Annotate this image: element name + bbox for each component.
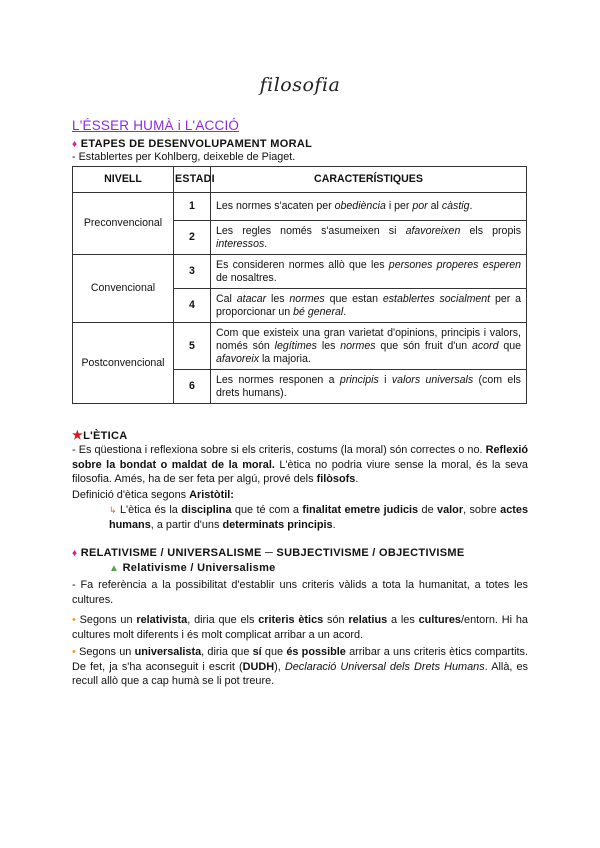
level-convencional: Convencional xyxy=(73,255,174,323)
stage-description: Les normes responen a principis i valors universals (com els drets humans). xyxy=(211,370,527,404)
subsection-label: Relativisme / Universalisme xyxy=(122,562,276,574)
stages-table xyxy=(72,166,527,404)
triangle-icon: ▲ xyxy=(109,563,120,574)
bullet-icon: • xyxy=(72,646,76,658)
section-etapes-title xyxy=(72,138,312,150)
level-preconvencional: Preconvencional xyxy=(73,193,174,255)
bullet-icon: • xyxy=(72,614,76,626)
stage-description: Es consideren normes allò que les persones properes esperen de nosaltres. xyxy=(211,255,527,289)
stage-number: 6 xyxy=(174,370,211,404)
relativista-paragraph: • Segons un relativista, diria que els criteris ètics són relatius a les cultures/entorn. Hi ha cultures molt diferents i és molt complicat arribar a un acord. xyxy=(72,614,528,641)
table-row xyxy=(73,255,527,289)
section-relativisme-title xyxy=(72,547,465,559)
section-etapes-label: ETAPES DE DESENVOLUPAMENT MORAL xyxy=(80,138,313,150)
section-etica-title xyxy=(72,428,128,442)
stage-description: Les regles només s'asumeixen si afavoreixen els propis interessos. xyxy=(211,221,527,255)
stage-number: 3 xyxy=(174,255,211,289)
section-etapes-subtitle: - Establertes per Kohlberg, deixeble de Piaget. xyxy=(72,151,296,163)
section-etica-label: L'ÈTICA xyxy=(83,430,128,442)
stage-number: 2 xyxy=(174,221,211,255)
stage-number: 4 xyxy=(174,289,211,323)
table-header-row xyxy=(73,167,527,193)
header-estadi: ESTADI xyxy=(174,167,211,193)
section-relativisme-label: RELATIVISME / UNIVERSALISME ─ SUBJECTIVISME / OBJECTIVISME xyxy=(80,547,465,559)
header-caracteristiques: CARACTERÍSTIQUES xyxy=(211,167,527,193)
stage-number: 5 xyxy=(174,323,211,370)
etica-definition-quote: ↳ L'ètica és la disciplina que té com a finalitat emetre judicis de valor, sobre actes humans, a partir d'uns determinats principis. xyxy=(109,504,528,531)
etica-paragraph: - Es qüestiona i reflexiona sobre si els criteris, costums (la moral) són correctes o no. Reflexió sobre la bondat o maldat de la moral. L'ètica no podria viure sense la moral, és la seva filosofia. Amés, ha de ser feta per algú, prové dels filòsofs. xyxy=(72,444,528,486)
subsection-title xyxy=(109,562,276,574)
arrow-icon: ↳ xyxy=(109,505,117,515)
stage-description: Com que existeix una gran varietat d'opinions, principis i valors, només són legítimes les normes que són fruit d'un acord que afavoreix la majoria. xyxy=(211,323,527,370)
stage-number: 1 xyxy=(174,193,211,221)
level-postconvencional: Postconvencional xyxy=(73,323,174,404)
star-icon: ★ xyxy=(72,428,84,442)
main-heading: L'ÉSSER HUMÀ i L'ACCIÓ xyxy=(72,118,240,133)
table-row xyxy=(73,323,527,370)
stage-description: Les normes s'acaten per obediència i per por al càstig. xyxy=(211,193,527,221)
universalista-paragraph: • Segons un universalista, diria que sí que és possible arribar a uns criteris ètics compartits. De fet, ja s'ha aconseguit i escrit (DUDH), Declaració Universal dels Drets Humans. Allà, es recull allò que a cap humà se li pot treure. xyxy=(72,646,529,688)
diamond-icon: ♦ xyxy=(72,548,78,559)
relativisme-paragraph: - Fa referència a la possibilitat d'establir uns criteris vàlids a tota la humanitat, a totes les cultures. xyxy=(72,579,528,606)
stage-description: Cal atacar les normes que estan establertes socialment per a proporcionar un bé general. xyxy=(211,289,527,323)
diamond-icon: ♦ xyxy=(72,139,78,150)
header-nivell: NIVELL xyxy=(73,167,174,193)
etica-definition-intro: Definició d'ètica segons Aristòtil: xyxy=(72,489,234,501)
page-title: filosofia xyxy=(259,74,341,96)
table-row xyxy=(73,193,527,221)
